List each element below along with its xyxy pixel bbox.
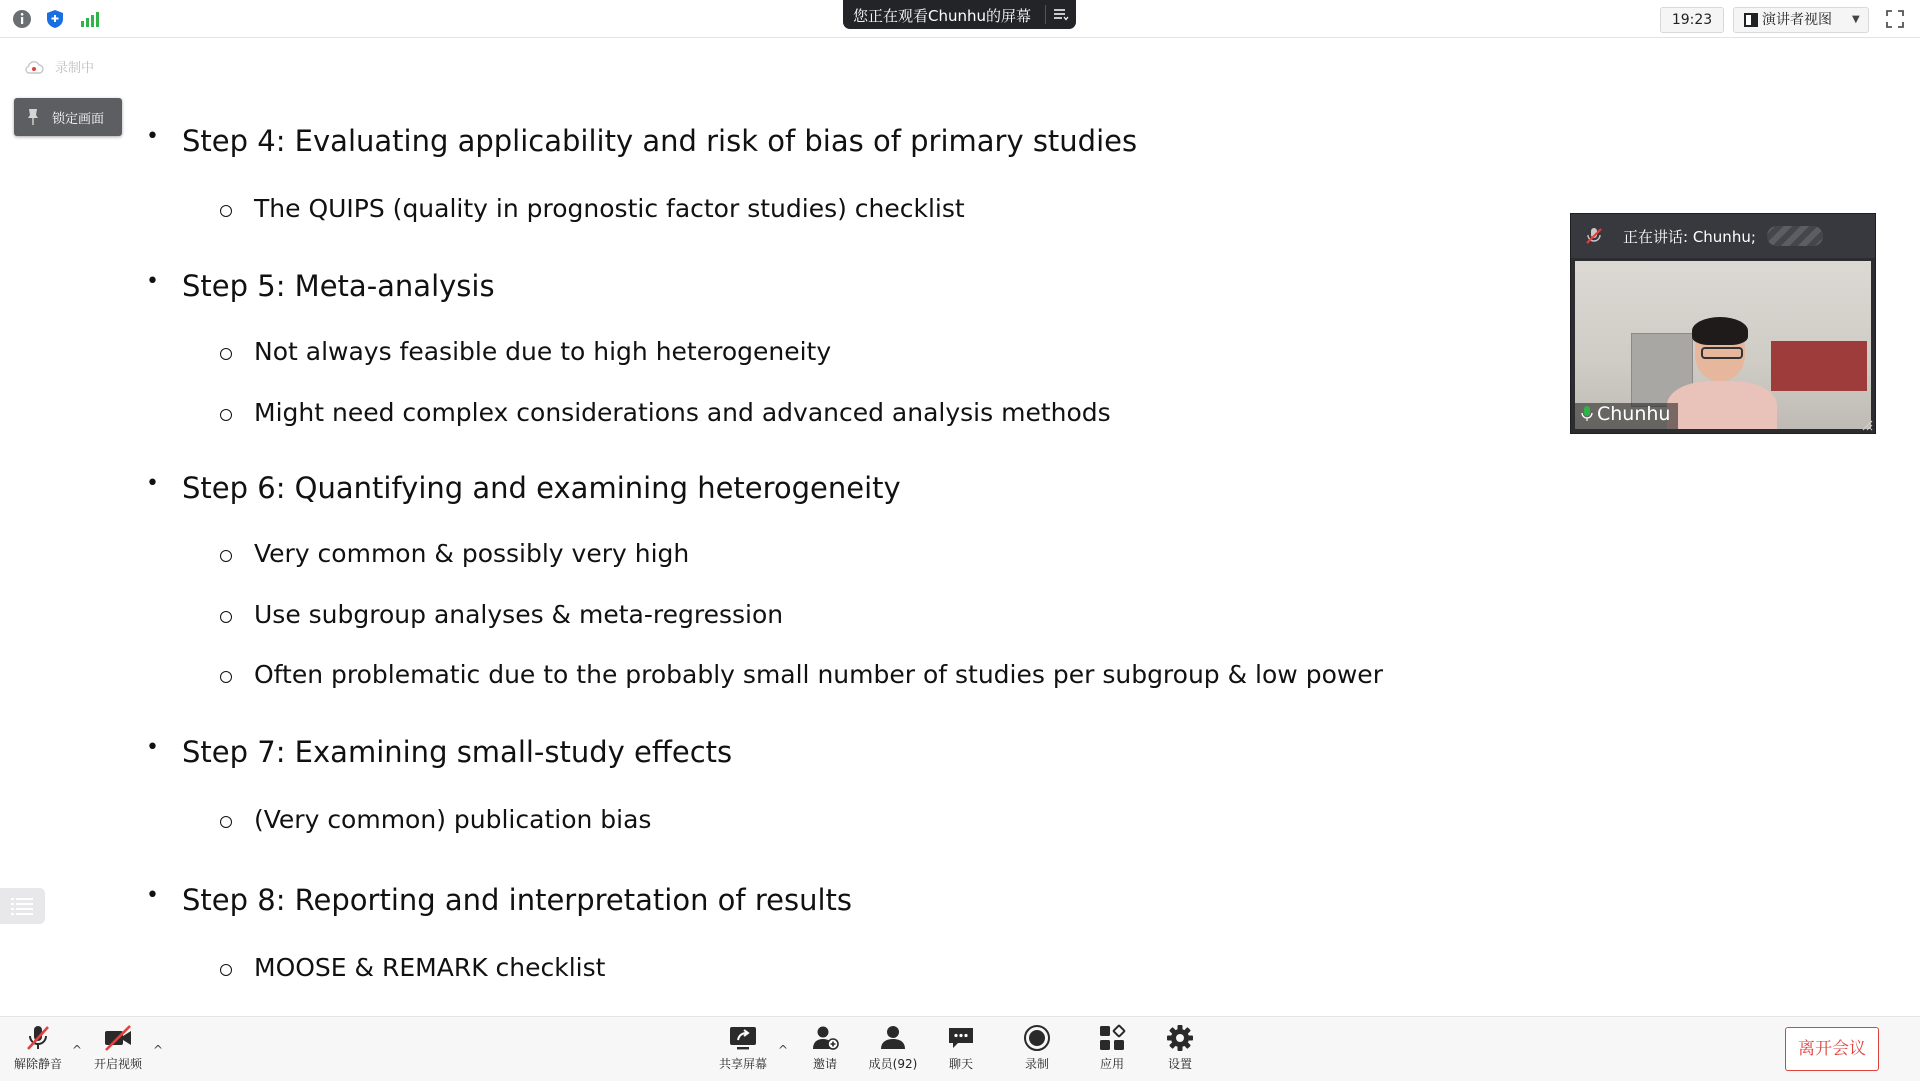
- share-screen-label: 共享屏幕: [718, 1057, 767, 1071]
- leave-meeting-button[interactable]: 离开会议: [1785, 1027, 1879, 1071]
- signal-icon[interactable]: [78, 8, 100, 30]
- apps-label: 应用: [1099, 1057, 1124, 1071]
- settings-button[interactable]: [1155, 1023, 1205, 1077]
- gear-icon: [1165, 1023, 1195, 1053]
- hollow-bullet: [220, 816, 232, 828]
- chevron-up-icon[interactable]: ^: [153, 1043, 164, 1057]
- bullet-dot: •: [146, 735, 159, 760]
- participant-name-tag: [1575, 403, 1678, 429]
- speaker-view-label: 演讲者视图: [1762, 12, 1832, 28]
- hollow-bullet: [220, 964, 232, 976]
- start-video-button[interactable]: [88, 1023, 148, 1077]
- settings-label: 设置: [1167, 1057, 1192, 1071]
- hollow-bullet: [220, 348, 232, 360]
- video-off-icon: [102, 1023, 134, 1053]
- participant-glasses: [1701, 347, 1743, 359]
- participant-video[interactable]: [1575, 261, 1871, 429]
- step-title: Step 6: Quantifying and examining heterogeneity: [182, 471, 901, 505]
- mic-active-icon: [1581, 406, 1593, 422]
- bullet-dot: •: [146, 269, 159, 294]
- share-screen-button[interactable]: [712, 1023, 774, 1077]
- hollow-bullet: [220, 611, 232, 623]
- speaker-video-panel[interactable]: [1570, 213, 1876, 434]
- background-wall: [1771, 341, 1867, 391]
- sub-bullet-text: Might need complex considerations and advanced analysis methods: [254, 398, 1111, 427]
- hollow-bullet: [220, 671, 232, 683]
- record-button[interactable]: [1012, 1023, 1062, 1077]
- unmute-button[interactable]: [8, 1023, 68, 1077]
- speaker-view-dropdown[interactable]: [1733, 7, 1869, 33]
- sub-bullet-text: MOOSE & REMARK checklist: [254, 953, 606, 982]
- viewing-screen-label: 您正在观看Chunhu的屏幕: [853, 7, 1032, 25]
- speaking-label: 正在讲话: Chunhu;: [1623, 228, 1756, 246]
- chat-icon: [946, 1023, 976, 1053]
- participant-name: Chunhu: [1597, 403, 1671, 425]
- blurred-name: [1767, 226, 1823, 246]
- members-icon: [878, 1023, 908, 1053]
- participant-body: [1667, 381, 1777, 429]
- banner-divider: [1045, 5, 1046, 24]
- muted-mic-icon: [1585, 227, 1603, 245]
- info-icon[interactable]: [11, 8, 33, 30]
- members-button[interactable]: [862, 1023, 924, 1077]
- unmute-label: 解除静音: [13, 1057, 62, 1071]
- bullet-dot: •: [146, 124, 159, 149]
- viewing-screen-banner[interactable]: [843, 0, 1076, 29]
- muted-mic-icon: [23, 1023, 53, 1053]
- chat-button[interactable]: [936, 1023, 986, 1077]
- sub-bullet-text: Very common & possibly very high: [254, 539, 690, 568]
- shared-slide: [0, 38, 1920, 1016]
- step-title: Step 4: Evaluating applicability and risk of bias of primary studies: [182, 124, 1138, 158]
- participant-hair: [1692, 317, 1748, 345]
- meeting-clock: 19:23: [1660, 7, 1724, 33]
- bullet-dot: •: [146, 883, 159, 908]
- hollow-bullet: [220, 205, 232, 217]
- chat-label: 聊天: [948, 1057, 973, 1071]
- step-title: Step 8: Reporting and interpretation of results: [182, 883, 853, 917]
- members-label: 成员(92): [868, 1057, 918, 1071]
- top-bar: [0, 0, 1920, 38]
- sub-bullet-text: The QUIPS (quality in prognostic factor studies) checklist: [254, 194, 965, 223]
- sub-bullet-text: Often problematic due to the probably small number of studies per subgroup & low power: [254, 660, 1383, 689]
- chevron-down-icon: ▼: [1852, 14, 1860, 25]
- bottom-toolbar: [0, 1016, 1920, 1081]
- start-video-label: 开启视频: [93, 1057, 142, 1071]
- invite-user-icon: [810, 1023, 840, 1053]
- fullscreen-icon[interactable]: [1885, 9, 1905, 29]
- hollow-bullet: [220, 409, 232, 421]
- resize-handle-icon[interactable]: [1861, 419, 1873, 431]
- sub-bullet-text: Use subgroup analyses & meta-regression: [254, 600, 784, 629]
- invite-label: 邀请: [812, 1057, 837, 1071]
- chevron-up-icon[interactable]: ^: [778, 1043, 789, 1057]
- hollow-bullet: [220, 550, 232, 562]
- shield-icon[interactable]: [44, 8, 66, 30]
- step-title: Step 5: Meta-analysis: [182, 269, 495, 303]
- menu-icon[interactable]: [1053, 6, 1069, 22]
- record-icon: [1022, 1023, 1052, 1053]
- apps-icon: [1097, 1023, 1127, 1053]
- recording-label: 录制中: [55, 61, 95, 76]
- record-label: 录制: [1024, 1057, 1049, 1071]
- active-speaker-header: [1571, 214, 1875, 258]
- apps-button[interactable]: [1087, 1023, 1137, 1077]
- sub-bullet-text: (Very common) publication bias: [254, 805, 652, 834]
- bullet-dot: •: [146, 471, 159, 496]
- step-title: Step 7: Examining small-study effects: [182, 735, 733, 769]
- chevron-up-icon[interactable]: ^: [72, 1043, 83, 1057]
- sub-bullet-text: Not always feasible due to high heterogeneity: [254, 337, 832, 366]
- invite-button[interactable]: [800, 1023, 850, 1077]
- layout-icon: [1744, 13, 1758, 27]
- lock-screen-label: 锁定画面: [52, 112, 105, 127]
- share-screen-icon: [727, 1023, 759, 1053]
